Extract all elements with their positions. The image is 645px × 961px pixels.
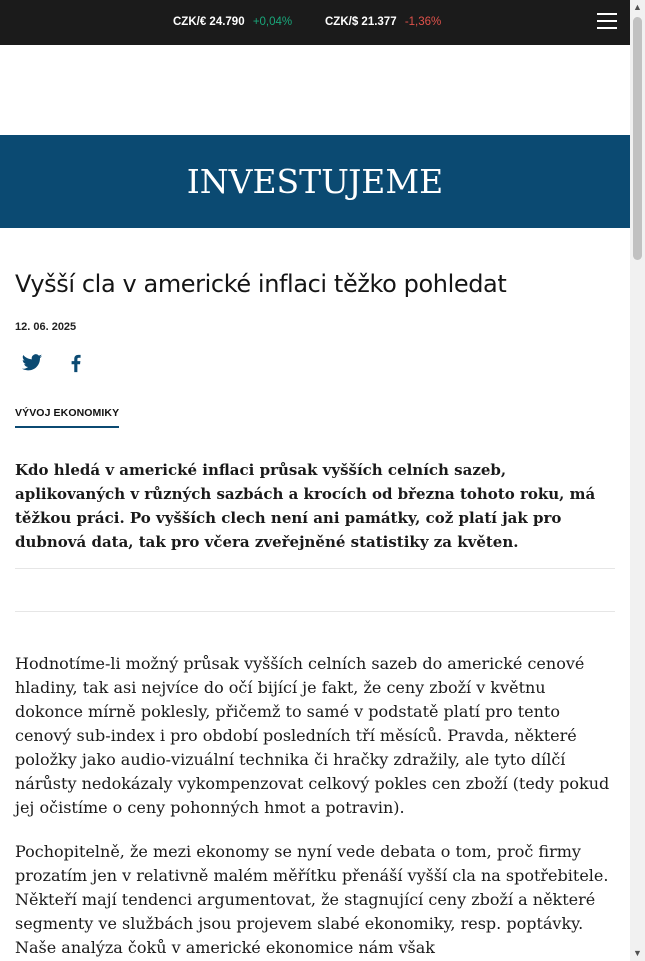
facebook-icon[interactable]	[65, 352, 87, 374]
brand-banner	[0, 135, 630, 228]
twitter-icon[interactable]	[21, 352, 43, 374]
share-bar	[15, 349, 615, 377]
article-perex: Kdo hledá v americké inflaci průsak vyšších celních sazeb, aplikovaných v různých sazbách a krocích od března tohoto roku, má těžkou práci. Po vyšších clech není ani památky, což platí jak pro dubnová data, tak pro včera zveřejněné statistiky za květen.	[15, 458, 615, 569]
category-tag[interactable]: VÝVOJ EKONOMIKY	[15, 407, 119, 428]
hamburger-menu-icon[interactable]	[597, 13, 617, 31]
ticker-eur[interactable]	[173, 16, 292, 28]
ticker-usd-change: -1,36%	[404, 16, 442, 28]
article-date: 12. 06. 2025	[15, 321, 77, 333]
top-bar	[0, 0, 630, 45]
ticker-eur-change: +0,04%	[252, 16, 293, 28]
divider	[15, 569, 615, 612]
ticker-usd-label: CZK/$ 21.377	[325, 16, 397, 28]
vertical-scrollbar[interactable]	[630, 0, 645, 961]
scroll-down-arrow-icon[interactable]: ▼	[633, 948, 642, 958]
ad-space	[0, 45, 630, 135]
article-paragraph: Hodnotíme-li možný průsak vyšších celních sazeb do americké cenové hladiny, tak asi nejvíce do očí bijící je fakt, že ceny zboží v květnu dokonce mírně poklesly, přičemž to samé v podstatě platí pro tento cenový sub-index i pro období posledních tří měsíců. Pravda, některé položky jako audio-vizuální technika či hračky zdražily, ale tyto dílčí nárůsty nedokázaly vykompenzovat celkový pokles cen zboží (tedy pokud jej očistíme o ceny pohonných hmot a potravin).	[15, 654, 610, 817]
article	[15, 228, 615, 960]
ticker-usd[interactable]	[325, 16, 441, 28]
article-paragraph: Pochopitelně, že mezi ekonomy se nyní vede debata o tom, proč firmy prozatím jen v relativně malém měřítku přenáší vyšší cla na spotřebitele. Někteří mají tendenci argumentovat, že stagnující ceny zboží a některé segmenty ve službách jsou projevem slabé ekonomiky, resp. poptávky. Naše analýza čoků v americké ekonomice nám však	[15, 842, 609, 957]
ticker-eur-label: CZK/€ 24.790	[173, 16, 245, 28]
scroll-up-arrow-icon[interactable]: ▲	[633, 2, 642, 12]
article-title: Vyšší cla v americké inflaci těžko pohledat	[15, 270, 507, 298]
brand-logo[interactable]: INVESTUJEME	[186, 162, 444, 201]
scroll-thumb[interactable]	[633, 17, 642, 260]
